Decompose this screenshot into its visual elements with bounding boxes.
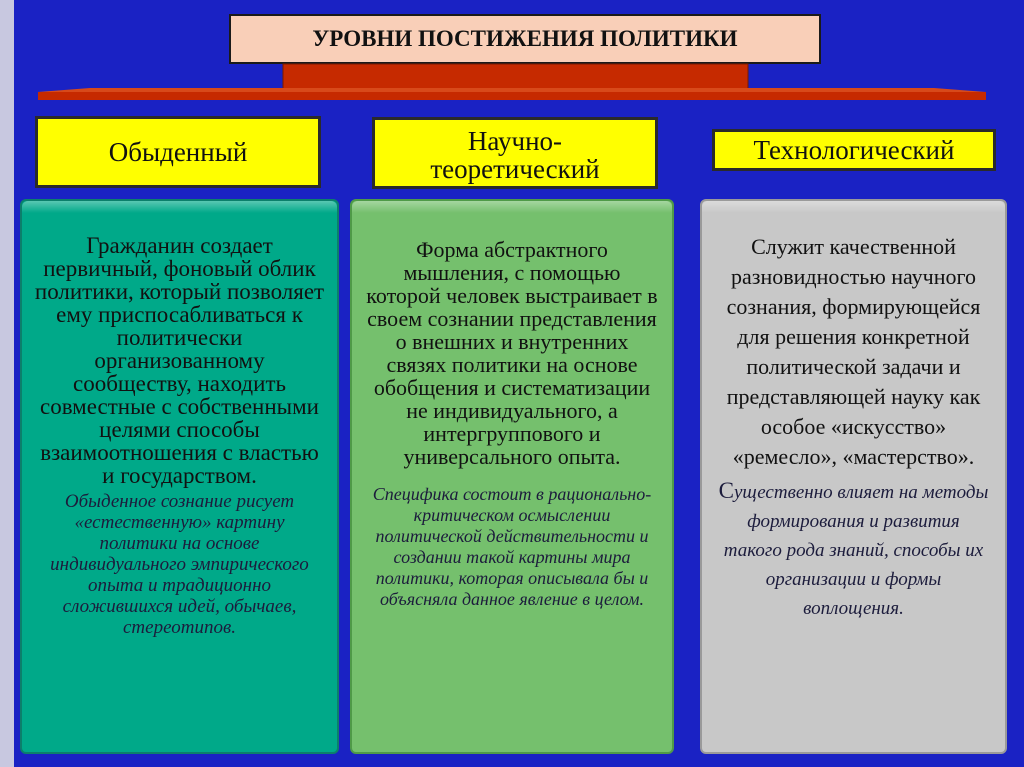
panel-bevel — [702, 201, 1005, 213]
level-label-technological — [712, 129, 996, 171]
panel-bevel — [22, 201, 337, 213]
level-label-scientific — [372, 117, 658, 189]
slide-title: УРОВНИ ПОСТИЖЕНИЯ ПОЛИТИКИ — [229, 14, 821, 64]
panel-everyday — [20, 199, 339, 754]
panel-note-text: Специфика состоит в рационально-критическом осмыслении политической действительности и создании такой картины мира политики, которая описывала бы и объясняла данное явление в целом. — [372, 484, 652, 609]
panel-note-text — [702, 472, 1005, 623]
level-label-text-line1: Научно- — [467, 126, 563, 156]
connector-stem — [283, 64, 748, 92]
panel-technological — [700, 199, 1007, 754]
note-remaining-text: ущественно влияет на методы формирования и развития такого рода знаний, способы их организации и формы воплощения. — [723, 482, 989, 619]
panel-main-text: Служит качественной разновидностью научного сознания, формирующейся для решения конкретной политической задачи и представляющей науку как особое «искусство» «ремесло», «мастерство». — [726, 234, 981, 469]
panel-scientific — [350, 199, 674, 754]
title-connector — [0, 0, 1024, 110]
level-label-text-line2: теоретический — [430, 154, 600, 184]
panel-main-text: Форма абстрактного мышления, с помощью которой человек выстраивает в своем сознании представления о внешних и внутренних связях политики на основе обобщения и систематизации не индивидуального, а интергруппового и универсального опыта. — [366, 237, 658, 469]
panel-bevel — [352, 201, 672, 213]
note-initial-letter: С — [718, 478, 734, 503]
panel-note-text: Обыденное сознание рисует «естественную» картину политики на основе индивидуального эмпирического опыта и традиционно сложившихся идей, обычаев, стереотипов. — [50, 491, 309, 638]
connector-bar-top — [38, 88, 986, 92]
level-label-text: Технологический — [753, 135, 955, 165]
connector-bar — [38, 92, 986, 100]
level-label-everyday — [35, 116, 321, 188]
panel-main-text: Гражданин создает первичный, фоновый облик политики, который позволяет ему приспосабливаться к политически организованному сообществу, находить совместные с собственными целями способы взаимоотношения с властью и государством. — [34, 233, 325, 488]
left-edge-stripe — [0, 0, 14, 767]
level-label-text: Обыденный — [108, 137, 248, 167]
